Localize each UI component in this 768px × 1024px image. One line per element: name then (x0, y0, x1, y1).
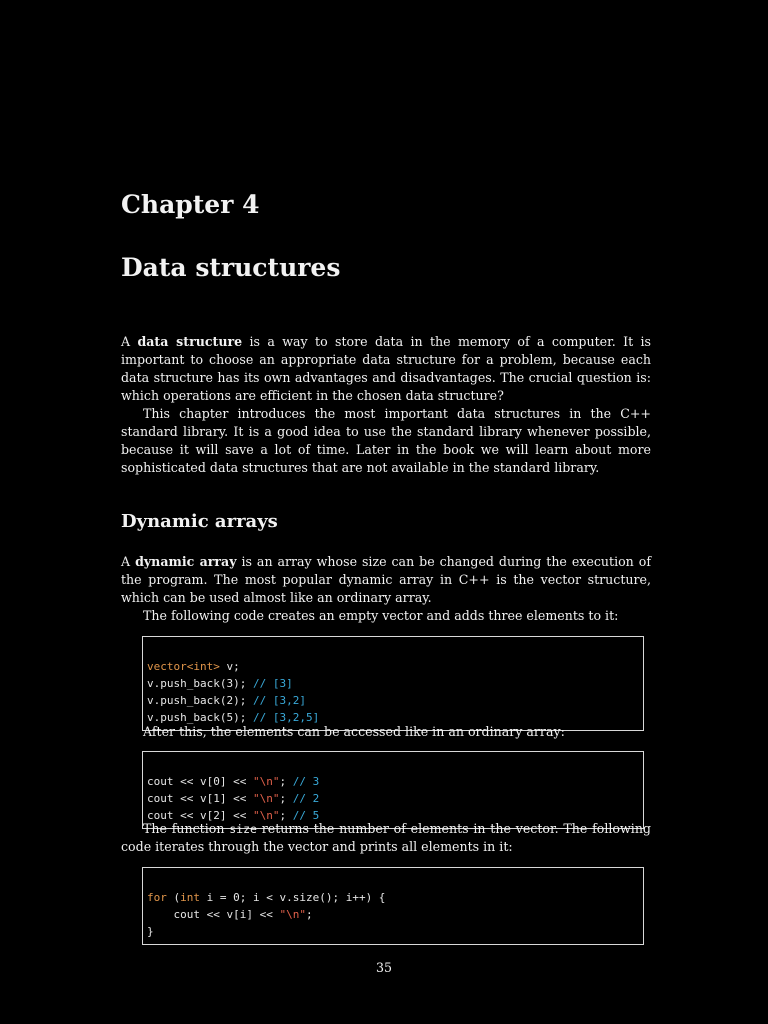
term-dynamic-array: dynamic array (135, 554, 237, 569)
section-text-1 (121, 553, 651, 625)
page-number: 35 (375, 960, 393, 975)
code-line: cout << v[1] << "\n"; // 2 (147, 792, 320, 805)
code-line: vector<int> v; (147, 660, 240, 673)
code-line: v.push_back(5); // [3,2,5] (147, 711, 320, 724)
section-paragraph-4: The function size returns the number of elements in the vector. The following code iterates through the vector and prints all elements in it: (121, 821, 651, 854)
code-line: for (int i = 0; i < v.size(); i++) { (147, 891, 386, 904)
section-text-3 (121, 820, 651, 856)
code-line: v.push_back(3); // [3] (147, 677, 293, 690)
section-title: Dynamic arrays (121, 511, 278, 532)
code-line: } (147, 925, 154, 938)
section-paragraph-2: The following code creates an empty vector and adds three elements to it: (143, 608, 619, 623)
chapter-title: Data structures (121, 253, 341, 282)
intro-paragraph-2: This chapter introduces the most important data structures in the C++ standard library. It is a good idea to use the standard library whenever possible, because it will save a lot of time. Later in the book we will learn about more sophisticated data structures that are not available in the standard library. (121, 406, 651, 475)
term-data-structure: data structure (137, 334, 243, 349)
intro-text (121, 333, 651, 477)
code-line: cout << v[2] << "\n"; // 5 (147, 809, 320, 822)
intro-paragraph-1: A data structure is a way to store data in the memory of a computer. It is important to choose an appropriate data structure for a problem, because each data structure has its own advantages and disadvantages. The crucial question is: which operations are efficient in the chosen data structure? (121, 334, 651, 403)
code-block-vector-push (142, 636, 644, 731)
chapter-label: Chapter 4 (121, 190, 260, 219)
code-line: v.push_back(2); // [3,2] (147, 694, 306, 707)
code-block-vector-access (142, 751, 644, 829)
section-paragraph-3: After this, the elements can be accessed like in an ordinary array: (143, 724, 565, 739)
code-line: cout << v[0] << "\n"; // 3 (147, 775, 320, 788)
section-text-2 (121, 723, 651, 741)
code-block-vector-loop (142, 867, 644, 945)
section-paragraph-1: A dynamic array is an array whose size can be changed during the execution of the program. The most popular dynamic array in C++ is the vector structure, which can be used almost like an ordinary array. (121, 554, 651, 605)
code-line: cout << v[i] << "\n"; (147, 908, 313, 921)
inline-code-size: size (229, 822, 257, 836)
